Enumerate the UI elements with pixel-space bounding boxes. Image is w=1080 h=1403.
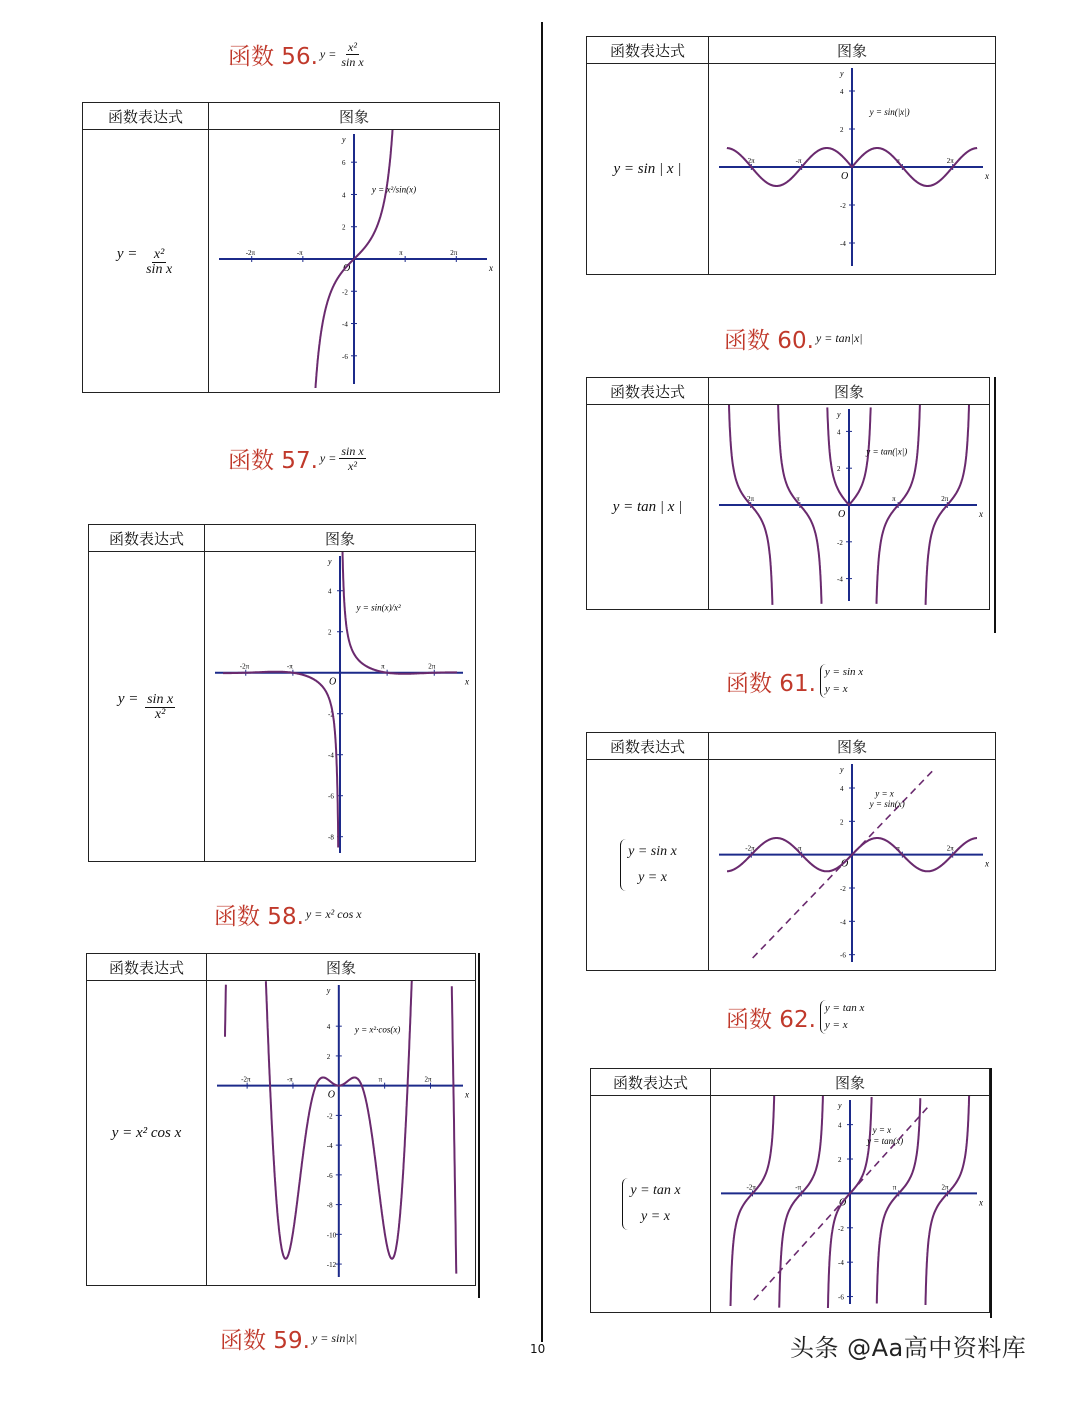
y-tick-label: 4	[326, 1023, 331, 1032]
y-tick-label: -4	[328, 751, 334, 760]
header-expr: 函数表达式	[591, 1069, 711, 1096]
watermark: 头条 @Aa高中资料库	[790, 1334, 1027, 1362]
y-tick-label: -2	[840, 202, 846, 210]
x-axis-label: x	[489, 263, 493, 273]
expr-cell-56: y = $\frac{\text{x²}}{\text{sin x}}$	[83, 130, 209, 393]
header-graph: 图象	[209, 103, 500, 130]
y-axis-label: y	[342, 135, 346, 144]
x-tick-label: π	[892, 495, 896, 503]
x-tick-label: π	[896, 844, 900, 853]
x-tick-label: 2π	[941, 1183, 949, 1192]
page-number: 10	[530, 1342, 546, 1356]
title-formula-59: y = sin|x|	[311, 1331, 358, 1345]
origin-label: O	[327, 1089, 336, 1101]
header-graph: 图象	[709, 733, 996, 760]
curve-label: y = sin(x)/x²	[356, 602, 401, 613]
y-tick-label: 4	[342, 191, 346, 200]
title-59: 函数 59. y = sin|x|	[220, 1328, 358, 1354]
graph-cell-57	[205, 552, 476, 862]
curve-label: y = tan(x)	[867, 1136, 904, 1147]
x-tick-label: -2π	[241, 1075, 251, 1084]
function-curve	[225, 985, 226, 1037]
y-tick-label: 2	[838, 1156, 842, 1165]
graph-60	[709, 405, 989, 605]
y-axis-label: y	[326, 986, 331, 995]
function-curve	[315, 259, 353, 388]
header-expr: 函数表达式	[87, 954, 207, 981]
origin-label: O	[343, 263, 351, 274]
graph-cell-62	[711, 1096, 990, 1313]
line-label: y = x	[872, 1125, 892, 1136]
y-tick-label: -6	[326, 1171, 333, 1180]
function-curve	[452, 986, 457, 1273]
function-table-58	[86, 953, 476, 1286]
expr-cell-59: y = sin | x |	[587, 64, 709, 275]
x-tick-label: -2π	[744, 495, 755, 503]
x-tick-label: π	[892, 1183, 897, 1192]
header-expr: 函数表达式	[89, 525, 205, 552]
y-tick-label: 4	[837, 428, 841, 437]
y-tick-label: 2	[326, 1052, 331, 1061]
x-tick-label: -2π	[745, 844, 755, 853]
y-tick-label: -2	[342, 288, 348, 297]
function-table-59	[586, 36, 996, 275]
title-formula-56: y = $\frac{\text{x²}}{\text{sin x}}$	[319, 40, 364, 69]
graph-cell-58	[207, 981, 476, 1286]
origin-label: O	[841, 171, 849, 182]
graph-57	[205, 552, 475, 857]
curve-label: y = sin(x)	[869, 799, 905, 809]
x-axis-label: x	[979, 509, 983, 519]
function-curve	[779, 1096, 823, 1308]
function-table-56	[82, 102, 500, 393]
y-tick-label: -2	[837, 538, 843, 547]
function-curve	[926, 1096, 970, 1305]
y-tick-label: -12	[326, 1261, 337, 1270]
graph-56	[209, 130, 499, 388]
y-tick-label: -6	[840, 951, 846, 960]
table-side-line	[478, 953, 480, 1298]
x-tick-label: π	[399, 249, 403, 257]
y-tick-label: -4	[342, 320, 348, 329]
y-tick-label: 4	[838, 1121, 842, 1130]
x-axis-label: x	[979, 1197, 983, 1208]
function-table-57	[88, 524, 476, 862]
function-curve	[343, 552, 458, 674]
x-tick-label: 2π	[941, 495, 949, 503]
title-formula-61: y = sin x y = x	[818, 664, 863, 698]
y-tick-label: -6	[342, 352, 348, 361]
x-tick-label: -π	[795, 844, 802, 853]
curve-label: y = tan(|x|)	[866, 446, 908, 457]
y-axis-label: y	[838, 1101, 842, 1110]
function-curve	[223, 672, 338, 848]
column-divider	[541, 22, 543, 1342]
title-formula-58: y = x² cos x	[305, 907, 362, 921]
function-curve	[731, 1096, 775, 1306]
y-tick-label: -8	[328, 833, 334, 842]
line-label: y = x	[875, 788, 894, 799]
header-graph: 图象	[207, 954, 476, 981]
title-57: 函数 57. y = $\frac{\text{sin x}}{\text{x²}}$	[228, 444, 364, 474]
y-tick-label: 6	[342, 159, 346, 168]
origin-label: O	[329, 676, 337, 688]
y-tick-label: -4	[838, 1259, 844, 1268]
x-tick-label: -π	[286, 662, 293, 671]
function-table-62	[590, 1068, 990, 1313]
title-62: 函数 62. y = tan x y = x	[726, 1002, 865, 1033]
header-expr: 函数表达式	[587, 733, 709, 760]
x-tick-label: π	[381, 662, 385, 671]
header-graph: 图象	[711, 1069, 990, 1096]
x-axis-label: x	[985, 858, 989, 869]
graph-62	[711, 1096, 989, 1308]
y-tick-label: -2	[326, 1112, 333, 1121]
y-axis-label: y	[837, 410, 841, 419]
origin-label: O	[838, 509, 846, 520]
header-expr: 函数表达式	[587, 37, 709, 64]
header-graph: 图象	[709, 37, 996, 64]
y-tick-label: 2	[837, 465, 841, 474]
x-axis-label: x	[465, 676, 469, 687]
title-60: 函数 60. y = tan|x|	[724, 328, 863, 354]
origin-label: O	[839, 1197, 847, 1209]
x-tick-label: 2π	[424, 1075, 432, 1084]
x-tick-label: -π	[296, 249, 303, 257]
header-graph: 图象	[709, 378, 990, 405]
graph-cell-59	[709, 64, 996, 275]
table-side-line	[994, 377, 996, 633]
header-expr: 函数表达式	[83, 103, 209, 130]
title-58: 函数 58. y = x² cos x	[214, 904, 362, 930]
y-axis-label: y	[328, 557, 332, 566]
y-tick-label: 4	[840, 88, 844, 96]
y-tick-label: -2	[838, 1224, 844, 1233]
y-tick-label: -4	[840, 918, 846, 927]
y-tick-label: -2	[840, 885, 846, 893]
title-formula-57: y = $\frac{\text{sin x}}{\text{x²}}$	[319, 444, 364, 473]
y-tick-label: -4	[837, 575, 843, 584]
x-tick-label: 2π	[946, 844, 954, 853]
y-tick-label: -2	[328, 710, 334, 719]
graph-cell-60	[709, 405, 990, 610]
graph-61	[709, 760, 995, 966]
y-tick-label: 2	[328, 628, 332, 637]
expr-cell-58: y = x² cos x	[87, 981, 207, 1286]
y-axis-label: y	[840, 765, 844, 774]
y-axis-label: y	[840, 69, 844, 78]
x-tick-label: -π	[795, 1183, 802, 1192]
graph-59	[709, 64, 995, 270]
title-56: 函数 56. y = $\frac{\text{x²}}{\text{sin x}}$	[228, 40, 364, 70]
title-61: 函数 61. y = sin x y = x	[726, 666, 864, 697]
header-graph: 图象	[205, 525, 476, 552]
x-tick-label: π	[378, 1075, 383, 1084]
y-tick-label: 2	[840, 818, 844, 827]
y-tick-label: 2	[342, 223, 346, 232]
function-table-60	[586, 377, 990, 610]
x-tick-label: 2π	[428, 662, 436, 671]
y-tick-label: 4	[840, 785, 844, 793]
curve-label: y = sin(|x|)	[869, 106, 910, 117]
x-axis-label: x	[465, 1089, 469, 1100]
x-tick-label: 2π	[450, 249, 458, 257]
x-axis-label: x	[985, 171, 989, 181]
expr-cell-62: y = tan x y = x	[591, 1096, 711, 1313]
header-expr: 函数表达式	[587, 378, 709, 405]
x-tick-label: -π	[795, 157, 802, 165]
y-tick-label: -4	[326, 1142, 333, 1151]
y-tick-label: 2	[840, 126, 844, 134]
x-tick-label: -π	[286, 1075, 293, 1084]
y-tick-label: -4	[840, 240, 846, 248]
x-tick-label: -2π	[746, 1183, 756, 1192]
expr-cell-61: y = sin x y = x	[587, 760, 709, 971]
title-formula-60: y = tan|x|	[815, 331, 863, 345]
x-tick-label: -2π	[245, 249, 256, 257]
curve-label: y = x²/sin(x)	[371, 184, 417, 195]
y-tick-label: -10	[326, 1231, 337, 1240]
graph-cell-61	[709, 760, 996, 971]
title-formula-62: y = tan x y = x	[818, 1000, 865, 1034]
origin-label: O	[841, 858, 849, 870]
curve-label: y = x²·cos(x)	[354, 1024, 401, 1035]
x-tick-label: π	[896, 157, 900, 165]
y-tick-label: -6	[328, 792, 334, 801]
function-table-61	[586, 732, 996, 971]
y-tick-label: 4	[328, 587, 332, 596]
x-tick-label: -2π	[745, 157, 755, 165]
graph-58	[207, 981, 475, 1281]
x-tick-label: -π	[793, 495, 800, 503]
y-tick-label: -6	[838, 1293, 844, 1302]
graph-cell-56	[209, 130, 500, 393]
table-side-line	[990, 1068, 992, 1318]
expr-cell-60: y = tan | x |	[587, 405, 709, 610]
x-tick-label: 2π	[946, 157, 954, 165]
expr-cell-57: y = $\frac{\text{sin x}}{\text{x²}}$	[89, 552, 205, 862]
y-tick-label: -8	[326, 1201, 333, 1210]
x-tick-label: -2π	[239, 662, 250, 671]
